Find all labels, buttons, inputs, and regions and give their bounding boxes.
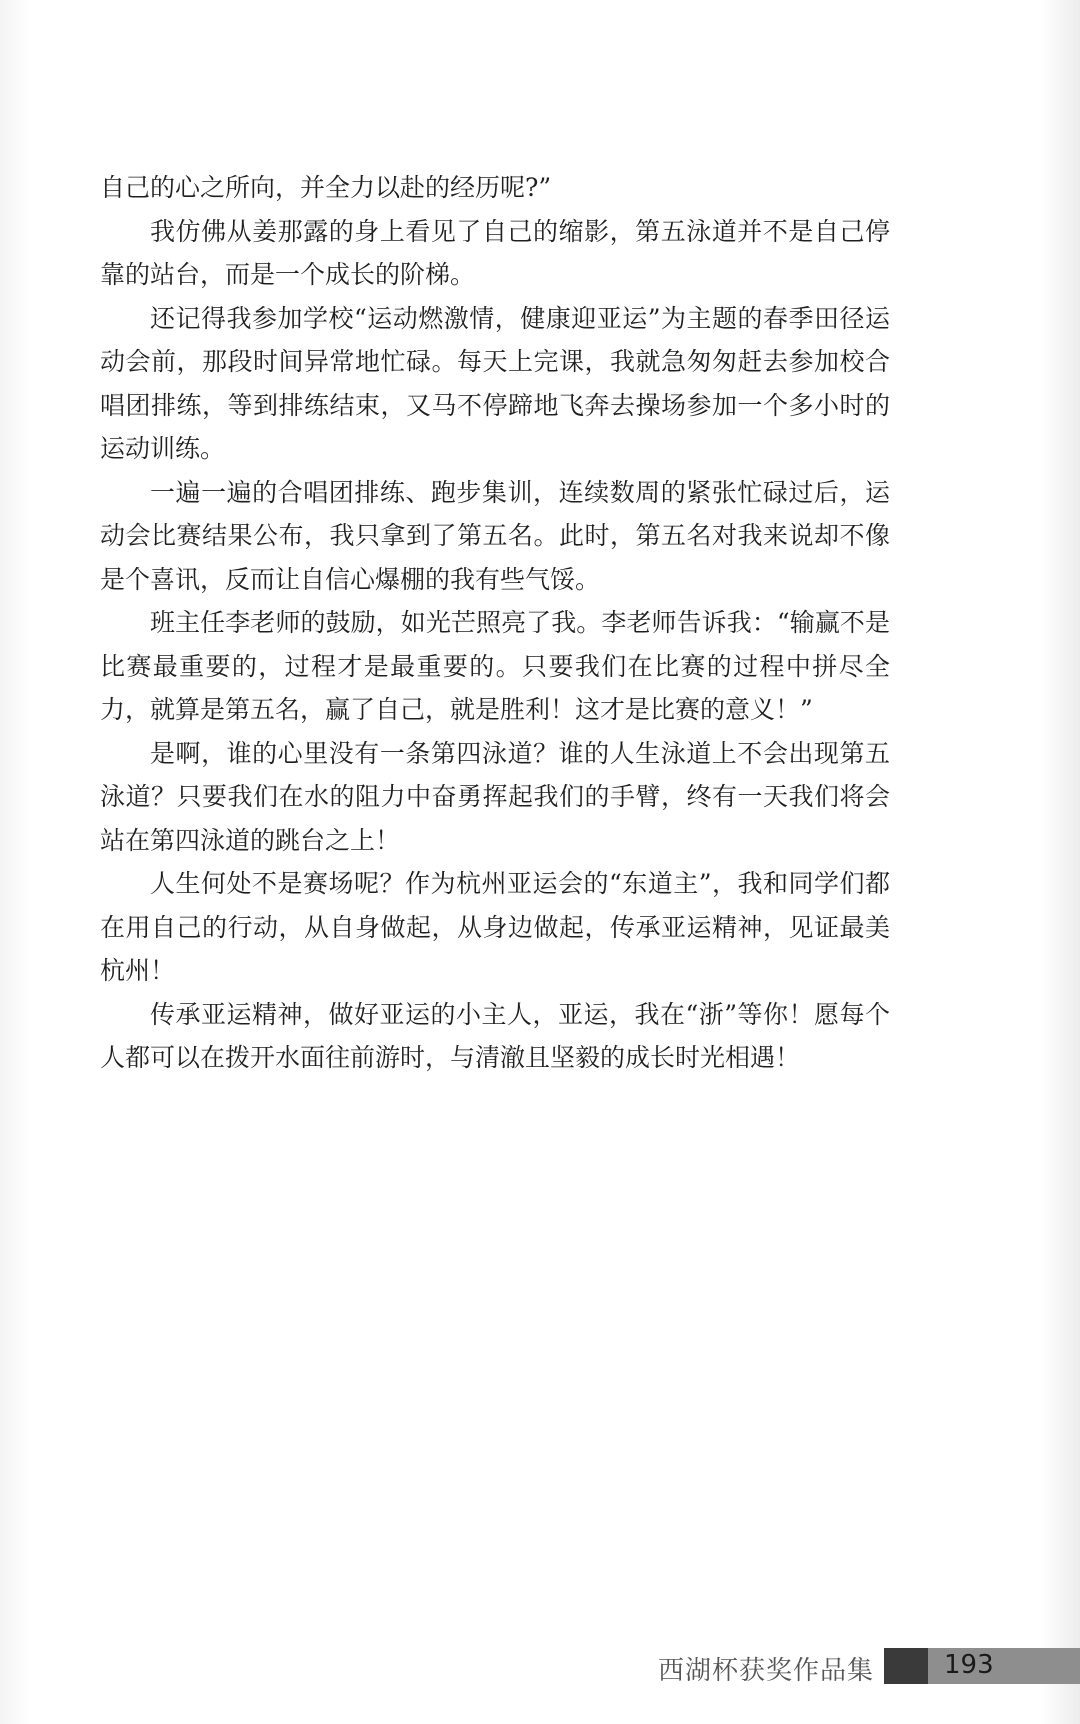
paragraph: 是啊，谁的心里没有一条第四泳道？谁的人生泳道上不会出现第五泳道？只要我们在水的阻力中奋勇挥起我们的手臂，终有一天我们将会站在第四泳道的跳台之上！ bbox=[100, 738, 890, 855]
paragraph: 自己的心之所向，并全力以赴的经历呢?” bbox=[100, 173, 552, 202]
paragraph: 人生何处不是赛场呢？作为杭州亚运会的“东道主”，我和同学们都在用自己的行动，从自身做起，从身边做起，传承亚运精神，见证最美杭州！ bbox=[100, 869, 890, 985]
page-number: 193 bbox=[944, 1650, 994, 1680]
article-body bbox=[100, 166, 890, 1080]
paragraph: 我仿佛从姜那露的身上看见了自己的缩影，第五泳道并不是自己停靠的站台，而是一个成长的阶梯。 bbox=[100, 216, 890, 289]
paragraph: 一遍一遍的合唱团排练、跑步集训，连续数周的紧张忙碌过后，运动会比赛结果公布，我只拿到了第五名。此时，第五名对我来说却不像是个喜讯，反而让自信心爆棚的我有些气馁。 bbox=[100, 477, 890, 594]
book-title: 西湖杯获奖作品集 bbox=[657, 1656, 874, 1686]
paragraph: 还记得我参加学校“运动燃激情，健康迎亚运”为主题的春季田径运动会前，那段时间异常地忙碌。每天上完课，我就急匆匆赶去参加校合唱团排练，等到排练结束，又马不停蹄地飞奔去操场参加一个多小时的运动训练。 bbox=[100, 303, 890, 463]
footer-dark-block bbox=[884, 1648, 928, 1684]
paragraph: 传承亚运精神，做好亚运的小主人，亚运，我在“浙”等你！愿每个人都可以在拨开水面往前游时，与清澈且坚毅的成长时光相遇！ bbox=[100, 999, 890, 1072]
paragraph: 班主任李老师的鼓励，如光芒照亮了我。李老师告诉我：“输赢不是比赛最重要的，过程才是最重要的。只要我们在比赛的过程中拼尽全力，就算是第五名，赢了自己，就是胜利！这才是比赛的意义！” bbox=[100, 608, 890, 724]
page-footer bbox=[0, 1640, 1080, 1700]
